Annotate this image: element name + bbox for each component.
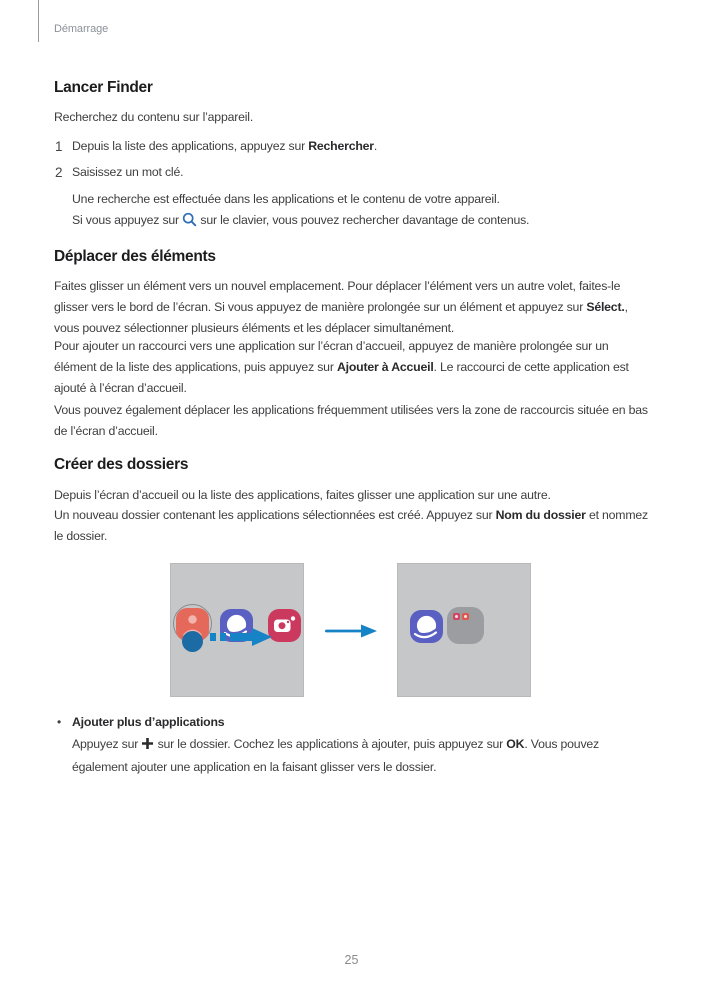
folder-icon: [447, 607, 484, 644]
result-arrow-icon: [325, 623, 377, 639]
search-icon: [182, 212, 197, 234]
bullet-marker: •: [57, 715, 62, 729]
header-rule: [38, 0, 39, 42]
screen-panel-after: [397, 563, 531, 697]
screen-panel-before: [170, 563, 304, 697]
bullet-item-label: Ajouter plus d’applications: [72, 715, 225, 729]
move-paragraph-2: Pour ajouter un raccourci vers une application sur l’écran d’accueil, appuyez de manière prolongée sur un élément de la liste des applications, puis appuyez sur Ajouter à Accueil. Le raccourci de cette application est ajouté à l’écran d’accueil.: [54, 339, 629, 395]
section-title-move: Déplacer des éléments: [54, 248, 216, 265]
folders-paragraph-1: Depuis l’écran d’accueil ou la liste des applications, faites glisser une application sur une autre.: [54, 488, 551, 502]
folder-illustration: [0, 563, 703, 697]
step-2-text: Saisissez un mot clé.: [72, 165, 184, 179]
step-1-text: Depuis la liste des applications, appuyez sur Rechercher.: [72, 139, 378, 153]
page-number: 25: [344, 953, 359, 967]
step-number-2: 2: [55, 165, 63, 180]
section-title-finder: Lancer Finder: [54, 79, 153, 96]
drag-arrow-icon: [210, 628, 272, 646]
bullet-item-paragraph: Appuyez sur sur le dossier. Cochez les applications à ajouter, puis appuyez sur OK. Vous pouvez également ajouter une application en la faisant glisser vers le dossier.: [72, 737, 599, 774]
step-2-keyboard-note: Si vous appuyez sur sur le clavier, vous pouvez rechercher davantage de contenus.: [72, 210, 650, 234]
camera-app-icon: [268, 609, 301, 642]
move-paragraph-3: Vous pouvez également déplacer les applications fréquemment utilisées vers la zone de raccourcis située en bas de l’écran d’accueil.: [54, 403, 648, 438]
step-2-detail: Une recherche est effectuée dans les applications et le contenu de votre appareil.: [72, 192, 500, 206]
breadcrumb: Démarrage: [54, 23, 109, 35]
finder-intro-paragraph: Recherchez du contenu sur l’appareil.: [54, 110, 254, 124]
mini-app-icon: [453, 613, 460, 620]
step-number-1: 1: [55, 139, 63, 154]
move-paragraph-1: Faites glisser un élément vers un nouvel emplacement. Pour déplacer l’élément vers un autre volet, faites-le glisser vers le bord de l’écran. Si vous appuyez de manière prolongée sur un élément et appuyez sur Sélect., vous pouvez sélectionner plusieurs éléments et les déplacer simultanément.: [54, 279, 628, 335]
plus-icon: [141, 736, 154, 757]
touch-point-icon: [182, 631, 203, 652]
folders-paragraph-2: Un nouveau dossier contenant les applications sélectionnées est créé. Appuyez sur Nom du dossier et nommez le dossier.: [54, 508, 648, 543]
section-title-folders: Créer des dossiers: [54, 456, 189, 473]
internet-app-icon: [410, 610, 443, 643]
mini-app-icon: [462, 613, 469, 620]
